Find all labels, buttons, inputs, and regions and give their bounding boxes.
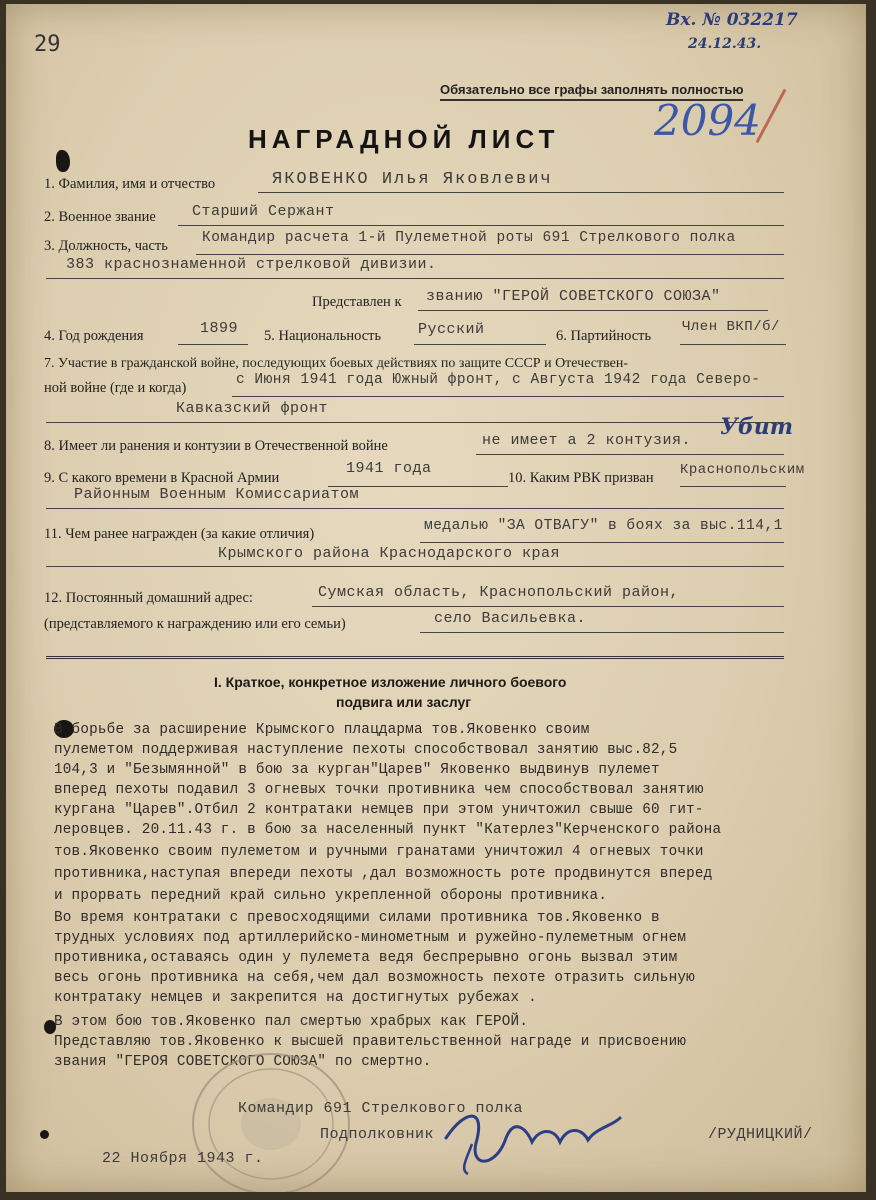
citation-line: и прорвать передний край сильно укрепленной обороны противника. [54, 888, 608, 904]
field-2-label: 2. Военное звание [44, 209, 156, 225]
citation-line: В борьбе за расширение Крымского плацдарма тов.Яковенко своим [54, 722, 590, 738]
field-11-value-line2: Крымского района Краснодарского края [218, 545, 561, 562]
award-sheet [6, 4, 866, 1192]
commander-name: /РУДНИЦКИЙ/ [708, 1126, 813, 1143]
field-4-label: 4. Год рождения [44, 328, 144, 344]
registration-stamp-number: 2094 [654, 96, 761, 145]
field-4-value: 1899 [200, 320, 239, 337]
field-6-value: Член ВКП/б/ [682, 319, 780, 335]
handwritten-signature [436, 1098, 626, 1178]
ink-stain [40, 1130, 49, 1139]
field-12-value-line2: село Васильевка. [434, 610, 587, 627]
citation-line: вперед пехоты подавил 3 огневых точки противника чем способствовал занятию [54, 782, 704, 798]
signing-date: 22 Ноября 1943 г. [102, 1150, 264, 1167]
field-8-handwritten-note: Убит [720, 414, 794, 440]
field-12-value: Сумская область, Краснопольский район, [318, 584, 680, 601]
archive-date: 24.12.43. [688, 36, 762, 52]
citation-line: кургана "Царев".Отбил 2 контратаки немцев при этом уничтожил свыше 60 гит- [54, 802, 704, 818]
field-1-value: ЯКОВЕНКО Илья Яковлевич [272, 170, 553, 189]
presented-value: званию "ГЕРОЙ СОВЕТСКОГО СОЮЗА" [426, 288, 721, 305]
citation-line: противника,наступая впереди пехоты ,дал возможность роте продвинутся вперед [54, 866, 713, 882]
ink-stain [56, 150, 70, 172]
field-3-label: 3. Должность, часть [44, 238, 168, 254]
field-10-value-line2: Районным Военным Комиссариатом [74, 486, 360, 503]
citation-line: В этом бою тов.Яковенко пал смертью храбрых как ГЕРОЙ. [54, 1014, 529, 1030]
citation-line: 104,3 и "Безымянной" в бою за курган"Царев" Яковенко выдвинув пулемет [54, 762, 660, 778]
field-5-value: Русский [418, 321, 485, 338]
commander-rank: Подполковник [320, 1126, 435, 1143]
archive-number: Вх. № 032217 [666, 10, 798, 30]
field-8-label: 8. Имеет ли ранения и контузии в Отечественной войне [44, 438, 388, 454]
field-3-value-line2: 383 краснознаменной стрелковой дивизии. [66, 256, 437, 273]
field-2-value: Старший Сержант [192, 203, 335, 220]
field-7-value-line2: Кавказский фронт [176, 400, 329, 417]
field-7-label: 7. Участие в гражданской войне, последующих боевых действиях по защите СССР и Отечествен- [44, 356, 628, 371]
field-1-label: 1. Фамилия, имя и отчество [44, 176, 216, 192]
citation-line: Во время контратаки с превосходящими силами противника тов.Яковенко в [54, 910, 660, 926]
commander-title: Командир 691 Стрелкового полка [238, 1100, 524, 1117]
field-10-label: 10. Каким РВК призван [508, 470, 654, 486]
field-6-label: 6. Партийность [556, 328, 652, 344]
document-title: НАГРАДНОЙ ЛИСТ [248, 124, 560, 154]
citation-line: весь огонь противника на себя,чем дал возможность пехоте отразить сильную [54, 970, 695, 986]
section-heading-line2: подвига или заслуг [336, 694, 472, 710]
citation-line: противника,оставаясь один у пулемета ведя беспрерывно огонь вызвал этим [54, 950, 678, 966]
field-9-label: 9. С какого времени в Красной Армии [44, 470, 280, 486]
section-divider [46, 656, 784, 659]
field-9-value: 1941 года [346, 460, 432, 477]
section-heading: I. Краткое, конкретное изложение личного боевого [214, 674, 567, 690]
citation-line: пулеметом поддерживая наступление пехоты способствовал занятию выс.82,5 [54, 742, 678, 758]
field-12-label-line2: (представляемого к награждению или его семьи) [44, 616, 346, 632]
field-7-value: с Июня 1941 года Южный фронт, с Августа 1942 года Северо- [236, 372, 761, 388]
field-8-value: не имеет а 2 контузия. [482, 432, 692, 449]
fill-all-fields-notice: Обязательно все графы заполнять полностью [440, 82, 743, 101]
field-5-label: 5. Национальность [264, 328, 382, 344]
field-11-label: 11. Чем ранее награжден (за какие отличия) [44, 526, 315, 542]
presented-label: Представлен к [312, 294, 402, 310]
citation-line: Представляю тов.Яковенко к высшей правительственной награде и присвоению [54, 1034, 687, 1050]
official-seal [186, 1044, 356, 1192]
citation-line: леровцев. 20.11.43 г. в бою за населенный пункт "Катерлез"Керченского района [54, 822, 722, 838]
field-7-label-line2: ной войне (где и когда) [44, 380, 187, 396]
field-11-value: медалью "ЗА ОТВАГУ" в боях за выс.114,1 [424, 518, 783, 534]
red-mark [756, 89, 840, 172]
field-10-value: Краснопольским [680, 462, 805, 478]
page-number: 29 [34, 32, 61, 57]
field-3-value: Командир расчета 1-й Пулеметной роты 691 Стрелкового полка [202, 230, 736, 246]
citation-line: трудных условиях под артиллерийско-минометным и ружейно-пулеметным огнем [54, 930, 687, 946]
citation-line: контратаку немцев и закрепится на достигнутых рубежах . [54, 990, 537, 1006]
citation-line: тов.Яковенко своим пулеметом и ручными гранатами уничтожил 4 огневых точки [54, 844, 704, 860]
field-12-label: 12. Постоянный домашний адрес: [44, 590, 253, 606]
citation-line: звания "ГЕРОЯ СОВЕТСКОГО СОЮЗА" по смертно. [54, 1054, 432, 1070]
